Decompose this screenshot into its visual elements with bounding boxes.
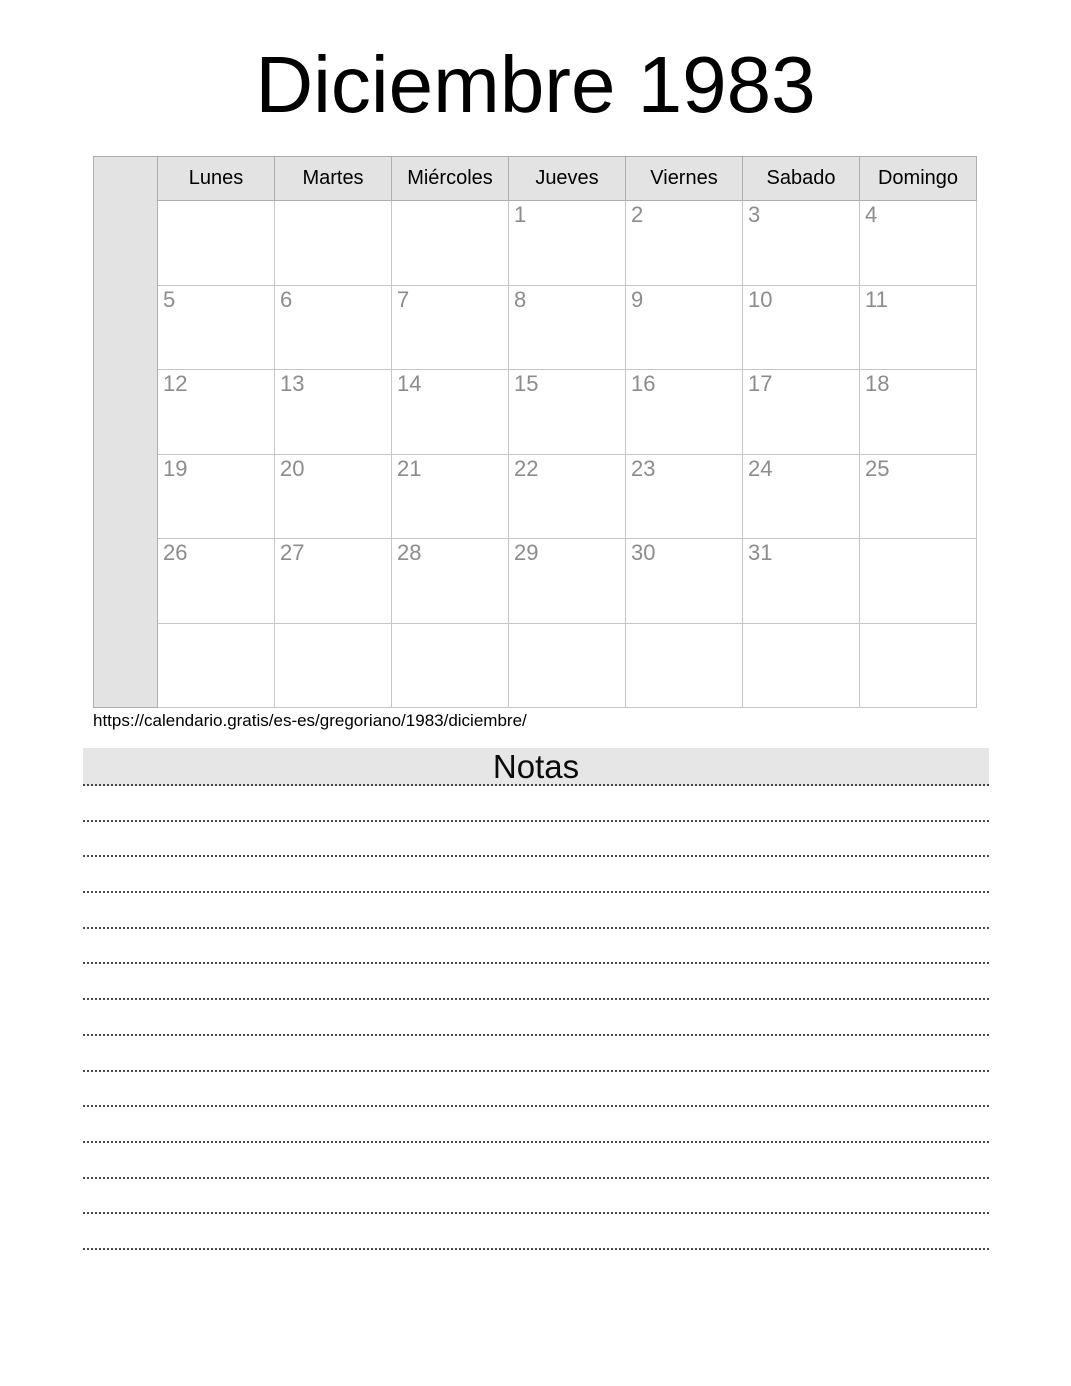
source-url: https://calendario.gratis/es-es/gregoriano/1983/diciembre/ [93,711,527,730]
day-cell: 17 [743,370,860,454]
note-line [83,964,989,1000]
note-line [83,929,989,965]
note-line [83,1143,989,1179]
day-cell [626,623,743,708]
day-cell: 14 [392,370,509,454]
note-line [83,786,989,822]
weekday-header-miercoles: Miércoles [392,157,509,201]
day-cell: 21 [392,454,509,538]
note-line [83,1107,989,1143]
day-cell [743,623,860,708]
day-cell: 10 [743,285,860,369]
day-cell: 19 [158,454,275,538]
week-row [94,454,977,538]
day-cell: 30 [626,539,743,623]
week-row [94,201,977,285]
weekday-header-jueves: Jueves [509,157,626,201]
weekday-header-sabado: Sabado [743,157,860,201]
day-cell: 20 [275,454,392,538]
calendar [93,156,977,708]
week-row [94,623,977,708]
day-cell: 27 [275,539,392,623]
notes-section [83,748,989,1250]
week-row [94,370,977,454]
day-cell: 8 [509,285,626,369]
day-cell: 2 [626,201,743,285]
week-number-column [94,157,158,708]
day-cell [392,201,509,285]
day-cell: 23 [626,454,743,538]
note-line [83,1179,989,1215]
day-cell: 11 [860,285,977,369]
day-cell [509,623,626,708]
week-row [94,539,977,623]
note-line [83,1000,989,1036]
day-cell [275,201,392,285]
day-cell: 28 [392,539,509,623]
day-cell: 4 [860,201,977,285]
note-line [83,857,989,893]
note-line [83,1072,989,1108]
day-cell: 16 [626,370,743,454]
weekday-header-domingo: Domingo [860,157,977,201]
day-cell: 3 [743,201,860,285]
week-row [94,285,977,369]
day-cell: 7 [392,285,509,369]
calendar-table [93,156,977,708]
day-cell: 22 [509,454,626,538]
weekday-header-viernes: Viernes [626,157,743,201]
notes-title: Notas [492,748,580,785]
page-title: Diciembre 1983 [255,40,816,129]
day-cell [860,539,977,623]
note-line [83,1036,989,1072]
day-cell: 5 [158,285,275,369]
day-cell: 29 [509,539,626,623]
day-cell: 26 [158,539,275,623]
note-line [83,893,989,929]
day-cell [158,623,275,708]
day-cell: 18 [860,370,977,454]
weekday-header-martes: Martes [275,157,392,201]
day-cell: 15 [509,370,626,454]
day-cell [275,623,392,708]
day-cell: 9 [626,285,743,369]
day-cell [392,623,509,708]
day-cell: 12 [158,370,275,454]
day-cell: 25 [860,454,977,538]
day-cell: 24 [743,454,860,538]
weekday-header-lunes: Lunes [158,157,275,201]
note-line [83,1214,989,1250]
day-cell: 6 [275,285,392,369]
day-cell: 1 [509,201,626,285]
day-cell: 31 [743,539,860,623]
day-cell [860,623,977,708]
day-cell [158,201,275,285]
note-line [83,822,989,858]
notes-header [83,748,989,786]
day-cell: 13 [275,370,392,454]
